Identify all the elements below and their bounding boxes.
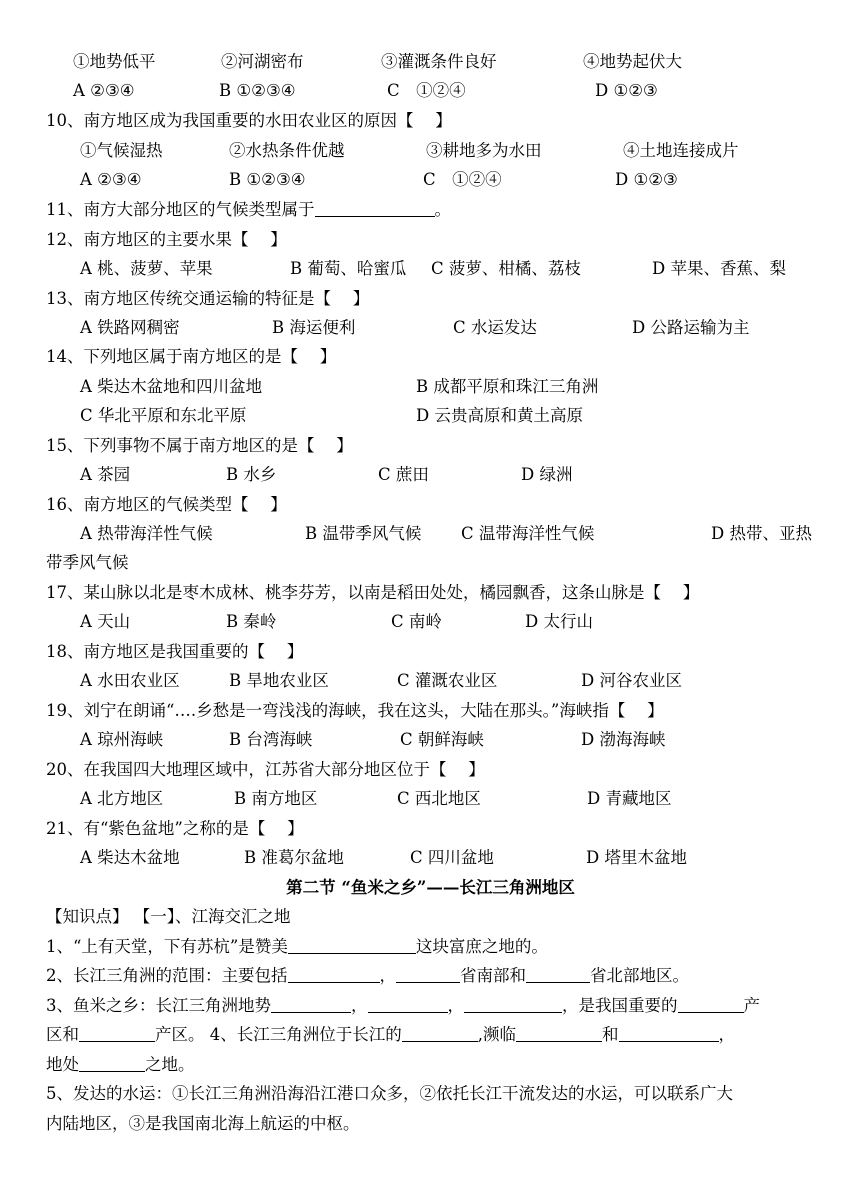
point-1-text-a: 1、“上有天堂，下有苏杭”是赞美: [46, 937, 288, 956]
q13-option-c: C 水运发达: [453, 318, 537, 337]
q14-option-a: A 柴达木盆地和四川盆地: [80, 377, 263, 396]
point-3-text-e: 产: [743, 996, 760, 1015]
q18-option-d: D 河谷农业区: [581, 671, 682, 690]
q20-option-d: D 青藏地区: [587, 789, 672, 808]
q19-stem: 19、刘宁在朗诵“….乡愁是一弯浅浅的海峡，我在这头，大陆在那头。”海峡指【 】: [46, 701, 664, 720]
q15-option-c: C 蔗田: [378, 465, 429, 484]
q16-option-d-continued: 带季风气候: [46, 553, 129, 572]
q10-stem: 10、南方地区成为我国重要的水田农业区的原因【 】: [46, 111, 452, 130]
point-3-blank-4[interactable]: [678, 994, 744, 1013]
q16-option-a: A 热带海洋性气候: [80, 524, 213, 543]
point-2-text-c: 省南部和: [460, 966, 526, 985]
point-4-blank-4[interactable]: [79, 1053, 145, 1072]
knowledge-point-1: [46, 933, 548, 961]
q14-option-d: D 云贵高原和黄土高原: [416, 406, 583, 425]
q10-option-a: A ②③④: [80, 170, 142, 189]
point-4-text-h: ,濒临: [477, 1025, 516, 1044]
point-3-text-g: 产区。 4、长江三角洲位于长江的: [155, 1025, 402, 1044]
point-1-blank[interactable]: [288, 935, 416, 954]
q14-option-b: B 成都平原和珠江三角洲: [416, 377, 599, 396]
q20-option-b: B 南方地区: [234, 789, 318, 808]
q21-option-b: B 准葛尔盆地: [244, 848, 344, 867]
knowledge-point-5-line-2: 内陆地区，③是我国南北海上航运的中枢。: [46, 1114, 360, 1133]
knowledge-point-2: [46, 962, 689, 990]
q21-option-c: C 四川盆地: [410, 848, 494, 867]
q21-option-d: D 塔里木盆地: [586, 848, 687, 867]
point-4-blank-1[interactable]: [402, 1023, 478, 1042]
q11-answer-blank[interactable]: [315, 198, 435, 217]
q20-option-c: C 西北地区: [397, 789, 481, 808]
q21-option-a: A 柴达木盆地: [80, 848, 180, 867]
q20-stem: 20、在我国四大地理区域中，江苏省大部分地区位于【 】: [46, 760, 485, 779]
q10-option-c: C ①②④: [423, 170, 502, 189]
point-3-blank-3[interactable]: [464, 994, 562, 1013]
q9-option-c: C ①②④: [387, 81, 466, 100]
section-title: 第二节 “鱼米之乡”——长江三角洲地区: [286, 878, 575, 897]
q17-option-a: A 天山: [80, 612, 131, 631]
q19-option-d: D 渤海海峡: [581, 730, 666, 749]
q16-option-d: D 热带、亚热: [711, 524, 812, 543]
q10-option-d: D ①②③: [615, 170, 678, 189]
q10-item-3: ③耕地多为水田: [426, 141, 542, 160]
point-2-blank-2[interactable]: [396, 964, 460, 983]
point-3-blank-5[interactable]: [79, 1023, 155, 1042]
q19-option-a: A 琼州海峡: [80, 730, 164, 749]
point-2-text-a: 2、长江三角洲的范围：主要包括: [46, 966, 288, 985]
q12-option-a: A 桃、菠萝、苹果: [80, 259, 213, 278]
knowledge-point-4-line-2: [46, 1051, 195, 1079]
q19-option-b: B 台湾海峡: [229, 730, 313, 749]
q11-stem: 11、南方大部分地区的气候类型属于: [46, 200, 315, 219]
q9-item-1: ①地势低平: [73, 52, 156, 71]
q14-option-c: C 华北平原和东北平原: [80, 406, 247, 425]
point-3-text-b: ，: [351, 996, 368, 1015]
q20-option-a: A 北方地区: [80, 789, 164, 808]
knowledge-point-3-line-1: [46, 992, 760, 1020]
knowledge-heading: 【知识点】 【一】、江海交汇之地: [46, 907, 291, 926]
q12-option-d: D 苹果、香蕉、梨: [652, 259, 786, 278]
point-4-blank-2[interactable]: [516, 1023, 602, 1042]
q18-stem: 18、南方地区是我国重要的【 】: [46, 642, 304, 661]
q18-option-b: B 旱地农业区: [229, 671, 329, 690]
q13-option-d: D 公路运输为主: [632, 318, 750, 337]
q16-option-c: C 温带海洋性气候: [461, 524, 595, 543]
q9-item-4: ④地势起伏大: [583, 52, 682, 71]
point-4-text-l: 之地。: [145, 1055, 195, 1074]
q17-option-b: B 秦岭: [226, 612, 277, 631]
q13-stem: 13、南方地区传统交通运输的特征是【 】: [46, 289, 370, 308]
point-3-text-c: ，: [447, 996, 464, 1015]
point-3-text-d: ，是我国重要的: [562, 996, 678, 1015]
point-4-text-k: 地处: [46, 1055, 79, 1074]
point-4-text-j: ，: [718, 1025, 735, 1044]
q15-option-b: B 水乡: [226, 465, 277, 484]
q21-stem: 21、有“紫色盆地”之称的是【 】: [46, 819, 304, 838]
point-4-blank-3[interactable]: [619, 1023, 719, 1042]
point-3-blank-2[interactable]: [368, 994, 448, 1013]
q9-item-3: ③灌溉条件良好: [381, 52, 497, 71]
q9-option-d: D ①②③: [595, 81, 658, 100]
q17-option-d: D 太行山: [525, 612, 593, 631]
q15-option-d: D 绿洲: [521, 465, 573, 484]
point-1-text-b: 这块富庶之地的。: [415, 937, 548, 956]
q10-option-b: B ①②③④: [229, 170, 306, 189]
q10-item-1: ①气候湿热: [80, 141, 163, 160]
q16-stem: 16、南方地区的气候类型【 】: [46, 495, 287, 514]
point-4-text-i: 和: [602, 1025, 619, 1044]
q12-stem: 12、南方地区的主要水果【 】: [46, 230, 287, 249]
q13-option-a: A 铁路网稠密: [80, 318, 180, 337]
q18-option-a: A 水田农业区: [80, 671, 180, 690]
knowledge-point-3-line-2: [46, 1021, 735, 1049]
q10-item-2: ②水热条件优越: [229, 141, 345, 160]
q17-option-c: C 南岭: [391, 612, 442, 631]
q10-item-4: ④土地连接成片: [623, 141, 739, 160]
q15-option-a: A 茶园: [80, 465, 131, 484]
q9-item-2: ②河湖密布: [221, 52, 304, 71]
point-3-text-a: 3、鱼米之乡：长江三角洲地势: [46, 996, 271, 1015]
point-3-blank-1[interactable]: [271, 994, 351, 1013]
q16-option-b: B 温带季风气候: [305, 524, 422, 543]
point-2-blank-3[interactable]: [526, 964, 590, 983]
point-2-blank-1[interactable]: [288, 964, 380, 983]
q9-option-a: A ②③④: [73, 81, 135, 100]
q13-option-b: B 海运便利: [272, 318, 356, 337]
q11-line: [46, 196, 451, 224]
q15-stem: 15、下列事物不属于南方地区的是【 】: [46, 436, 353, 455]
q9-option-b: B ①②③④: [219, 81, 296, 100]
point-3-text-f: 区和: [46, 1025, 79, 1044]
q17-stem: 17、某山脉以北是枣木成林、桃李芬芳，以南是稻田处处，橘园飘香，这条山脉是【 】: [46, 583, 700, 602]
q18-option-c: C 灌溉农业区: [397, 671, 498, 690]
q14-stem: 14、下列地区属于南方地区的是【 】: [46, 347, 337, 366]
q12-option-b: B 葡萄、哈蜜瓜: [290, 259, 407, 278]
q11-end: 。: [434, 200, 451, 219]
point-2-text-d: 省北部地区。: [590, 966, 689, 985]
q12-option-c: C 菠萝、柑橘、荔枝: [431, 259, 581, 278]
knowledge-point-5-line-1: 5、发达的水运：①长江三角洲沿海沿江港口众多，②依托长江干流发达的水运，可以联系广大: [46, 1084, 733, 1103]
point-2-text-b: ，: [379, 966, 396, 985]
q19-option-c: C 朝鲜海峡: [400, 730, 484, 749]
